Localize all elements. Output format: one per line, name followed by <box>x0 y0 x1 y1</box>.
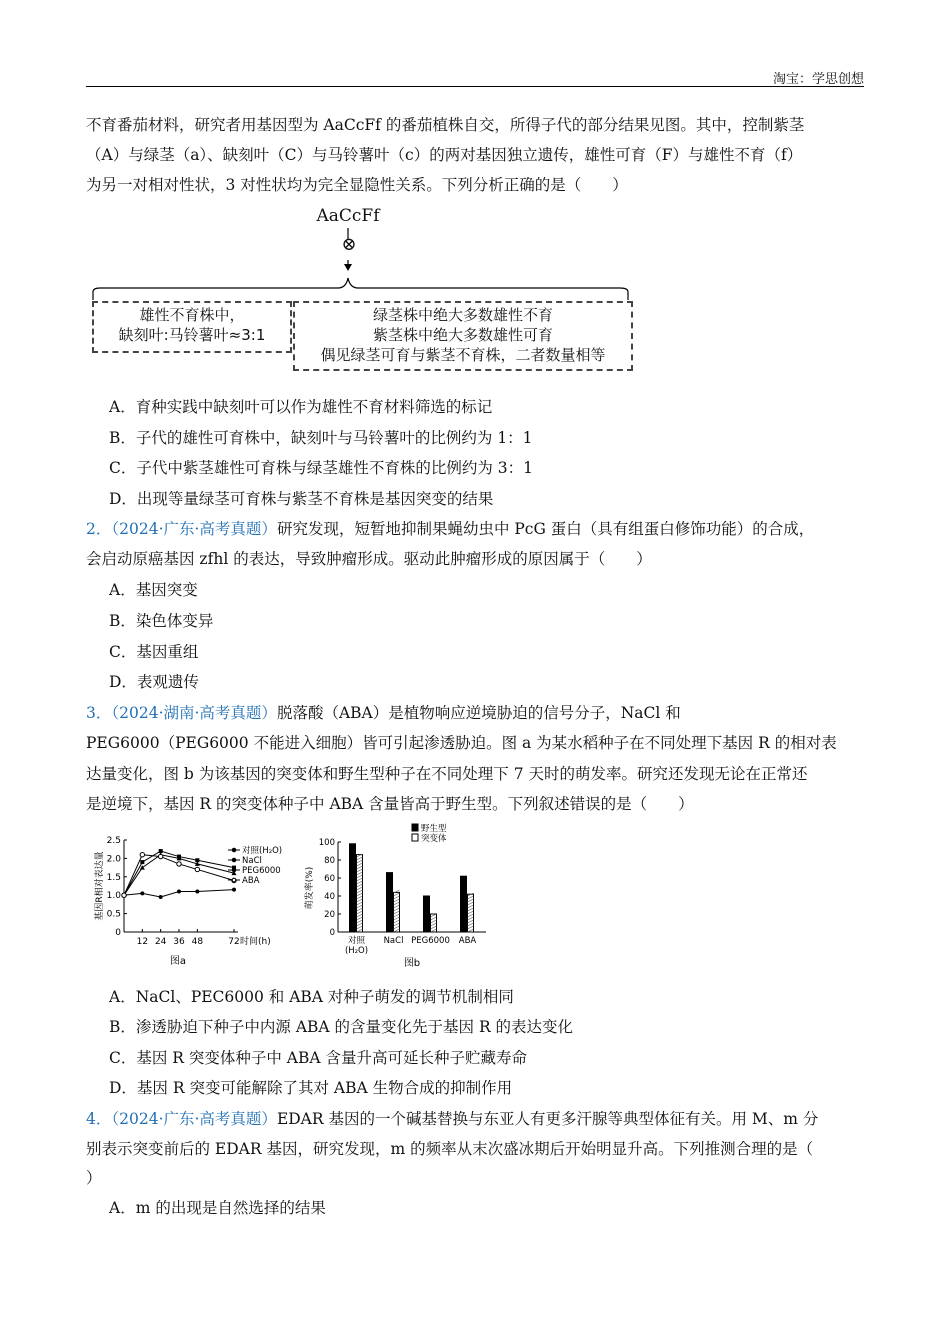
legend-label: 野生型 <box>421 824 447 834</box>
legend-swatch <box>412 824 418 831</box>
q2-source: （2024·广东·高考真题） <box>111 520 277 538</box>
y-tick-label: 1.5 <box>106 872 121 883</box>
q3-option-c[interactable]: C．基因 R 突变体种子中 ABA 含量升高可延长种子贮藏寿命 <box>109 1049 528 1067</box>
y-tick-label: 80 <box>324 856 335 866</box>
legend-label: ABA <box>242 876 260 886</box>
legend-marker <box>232 848 236 852</box>
y-axis-label: 萌发率(%) <box>305 866 315 910</box>
left-box-line-2: 缺刻叶:马铃薯叶≈3:1 <box>118 326 266 344</box>
y-tick-label: 0 <box>115 928 121 938</box>
right-box-line-1: 绿茎株中绝大多数雄性不育 <box>372 306 553 324</box>
q1-line-2: （A）与绿茎（a）、缺刻叶（C）与马铃薯叶（c）的两对基因独立遗传，雄性可育（F）与雄性不育（f） <box>86 146 803 164</box>
q2-text-1: 研究发现，短暂地抑制果蝇幼虫中 PcG 蛋白（具有组蛋白修饰功能）的合成， <box>276 520 815 538</box>
category-label: PEG6000 <box>411 936 450 946</box>
figure-title: 图b <box>403 958 421 969</box>
legend-label: PEG6000 <box>242 866 281 876</box>
q1-line-1: 不育番茄材料，研究者用基因型为 AaCcFf 的番茄植株自交，所得子代的部分结果见图。其中，控制紫茎 <box>86 116 805 134</box>
q3-line-1 <box>86 703 681 723</box>
q2-line-1 <box>86 519 814 539</box>
diagram-parent-genotype: AaCcFf <box>316 206 380 226</box>
q2-option-b[interactable]: B．染色体变异 <box>109 612 214 630</box>
selfing-symbol: ⊗ <box>341 234 357 255</box>
x-tick-label: 12 <box>136 937 149 947</box>
bar-wild <box>350 844 356 932</box>
diagram-arrows <box>90 226 635 306</box>
figure-title: 图a <box>169 956 187 967</box>
q1-line-3: 为另一对相对性状，3 对性状均为完全显隐性关系。下列分析正确的是（ ） <box>86 176 628 194</box>
category-label-sub: (H₂O) <box>344 946 369 956</box>
bar-wild <box>387 873 393 932</box>
y-tick-label: 0 <box>329 928 335 938</box>
left-box-line-1: 雄性不育株中， <box>139 306 245 324</box>
q2-number: 2． <box>86 520 112 538</box>
data-point <box>177 890 181 894</box>
x-tick-label: 36 <box>173 937 185 947</box>
right-box-line-3: 偶见绿茎可育与紫茎不育株，二者数量相等 <box>320 346 606 364</box>
legend-marker <box>232 858 236 862</box>
q3-option-b[interactable]: B．渗透胁迫下种子中内源 ABA 的含量变化先于基因 R 的表达变化 <box>109 1018 574 1036</box>
q3-number: 3． <box>86 704 112 722</box>
q2-option-d[interactable]: D．表观遗传 <box>109 673 199 691</box>
q2-line-2: 会启动原癌基因 zfhl 的表达，导致肿瘤形成。驱动此肿瘤形成的原因属于（ ） <box>86 550 652 568</box>
q3-source: （2024·湖南·高考真题） <box>111 704 277 722</box>
data-point <box>140 860 144 864</box>
legend-swatch <box>412 834 418 841</box>
data-point <box>122 893 126 897</box>
category-label: 对照 <box>347 936 366 946</box>
x-tick-label: 72 <box>228 937 240 947</box>
y-tick-label: 20 <box>324 910 335 920</box>
q2-option-a[interactable]: A．基因突变 <box>109 581 198 599</box>
q1-option-a[interactable]: A．育种实践中缺刻叶可以作为雄性不育材料筛选的标记 <box>109 398 493 416</box>
y-tick-label: 40 <box>324 892 335 902</box>
right-box-line-2: 紫茎株中绝大多数雄性可育 <box>372 326 553 344</box>
legend-label: 突变体 <box>421 834 447 844</box>
q4-line-3: ） <box>86 1169 102 1187</box>
x-axis-label: 时间(h) <box>240 937 271 947</box>
data-point <box>158 854 162 858</box>
bar-wild <box>461 876 467 932</box>
data-point <box>159 849 163 853</box>
q4-source: （2024·广东·高考真题） <box>111 1110 277 1128</box>
x-tick-label: 48 <box>191 937 204 947</box>
bar-wild <box>424 896 430 932</box>
q1-option-c[interactable]: C．子代中紫茎雄性可育株与绿茎雄性不育株的比例约为 3：1 <box>109 459 534 477</box>
data-point <box>195 867 199 871</box>
data-point <box>195 858 199 862</box>
legend-marker <box>232 868 236 872</box>
q3-option-a[interactable]: A．NaCl、PEC6000 和 ABA 对种子萌发的调节机制相同 <box>109 988 514 1006</box>
q2-option-c[interactable]: C．基因重组 <box>109 643 199 661</box>
legend-marker <box>232 878 236 882</box>
q4-line-2: 别表示突变前后的 EDAR 基因，研究发现，m 的频率从末次盛冰期后开始明显升高。下列推测合理的是（ <box>86 1140 814 1158</box>
left-result-box <box>92 301 292 353</box>
data-point <box>177 862 181 866</box>
data-point <box>232 888 236 892</box>
q4-text-1: EDAR 基因的一个碱基替换与东亚人有更多汗腺等典型体征有关。用 M、m 分 <box>276 1110 819 1128</box>
q3-line-4: 是逆境下，基因 R 的突变体种子中 ABA 含量皆高于野生型。下列叙述错误的是（ ） <box>86 795 694 813</box>
y-tick-label: 2.5 <box>106 836 121 846</box>
right-result-box <box>293 301 633 371</box>
q1-option-d[interactable]: D．出现等量绿茎可育株与紫茎不育株是基因突变的结果 <box>109 490 494 508</box>
q1-option-b[interactable]: B．子代的雄性可育株中，缺刻叶与马铃薯叶的比例约为 1：1 <box>109 429 533 447</box>
q4-line-1 <box>86 1109 818 1129</box>
y-axis-label: 基因R相对表达量 <box>95 851 105 921</box>
data-point <box>195 890 199 894</box>
y-tick-label: 0.5 <box>106 909 121 920</box>
y-tick-label: 1.0 <box>106 891 121 902</box>
figure-a-line-chart <box>88 832 288 970</box>
figure-b-bar-chart <box>300 822 500 970</box>
q3-text-1: 脱落酸（ABA）是植物响应逆境胁迫的信号分子，NaCl 和 <box>276 704 681 722</box>
q3-line-3: 达量变化，图 b 为该基因的突变体和野生型种子在不同处理下 7 天时的萌发率。研究还发现无论在正常还 <box>86 765 808 783</box>
data-point <box>159 895 163 899</box>
category-label: NaCl <box>383 936 404 946</box>
page-header <box>86 66 864 87</box>
category-label: ABA <box>458 936 477 946</box>
data-point <box>140 891 144 895</box>
legend-label: NaCl <box>242 856 262 866</box>
y-tick-label: 100 <box>318 838 335 848</box>
legend-label: 对照(H₂O) <box>242 846 283 856</box>
q3-option-d[interactable]: D．基因 R 突变可能解除了其对 ABA 生物合成的抑制作用 <box>109 1079 513 1097</box>
q4-option-a[interactable]: A．m 的出现是自然选择的结果 <box>109 1199 326 1217</box>
y-tick-label: 2.0 <box>106 854 121 865</box>
q4-number: 4． <box>86 1110 112 1128</box>
x-tick-label: 24 <box>154 937 167 947</box>
data-point <box>140 853 144 857</box>
data-point <box>177 855 181 859</box>
y-tick-label: 60 <box>324 874 335 884</box>
q3-line-2: PEG6000（PEG6000 不能进入细胞）皆可引起渗透胁迫。图 a 为某水稻种子在不同处理下基因 R 的相对表 <box>86 734 837 752</box>
header-text: 淘宝：学思创想 <box>772 72 864 87</box>
